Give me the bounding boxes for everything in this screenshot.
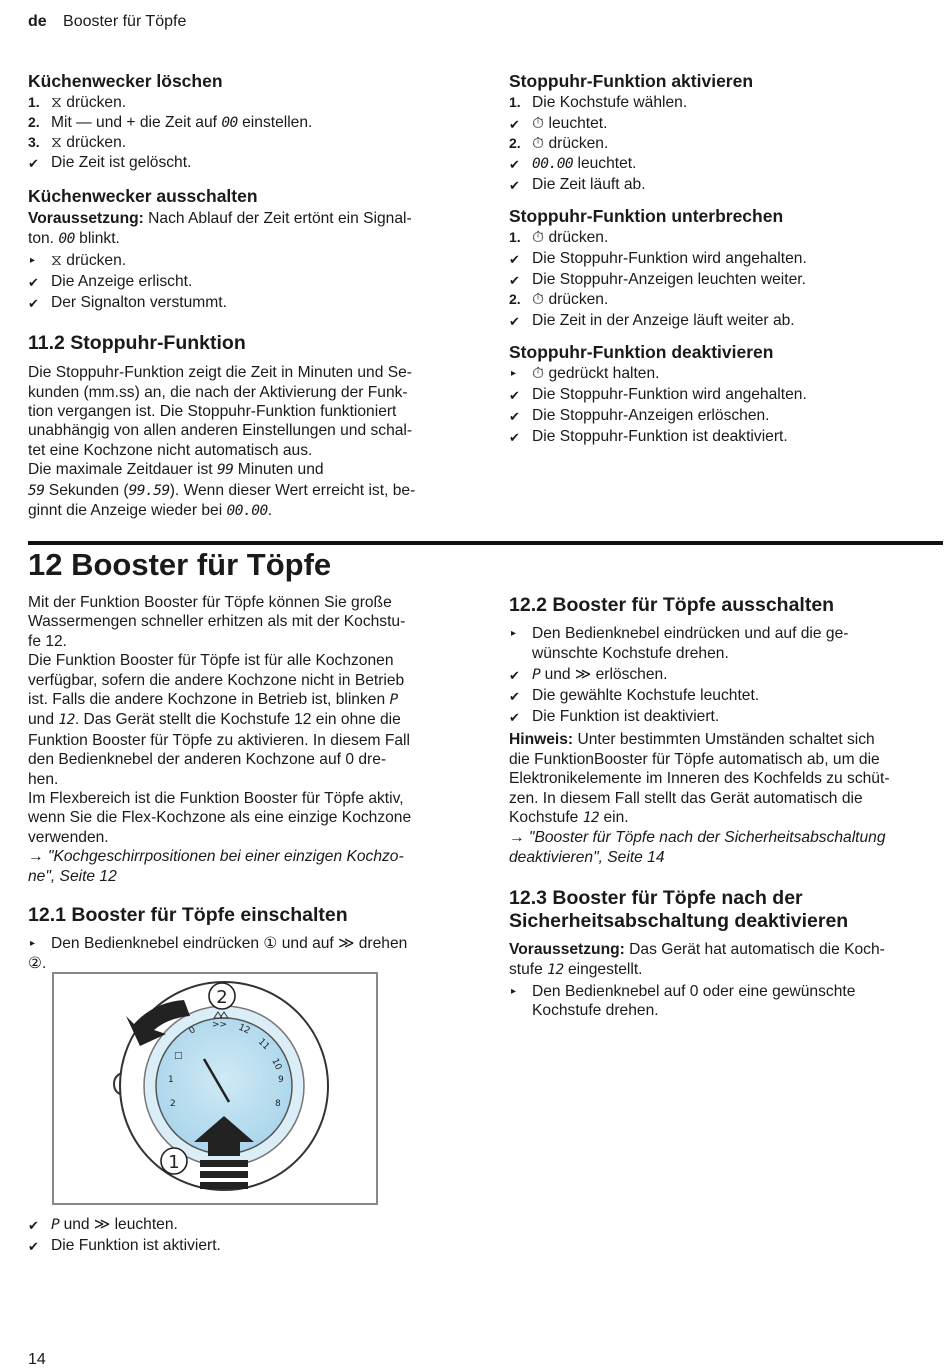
check-icon: ✔ xyxy=(28,1239,39,1255)
list-item: 2. Mit — und + die Zeit auf 00 einstellen. xyxy=(28,114,313,131)
action-arrow-icon: ▸ xyxy=(30,938,36,950)
svg-text:□: □ xyxy=(174,1051,183,1061)
check-icon: ✔ xyxy=(28,296,39,312)
list-item: 1. ⧖ drücken. xyxy=(28,94,127,111)
booster-icon: ≫ xyxy=(338,935,355,953)
language-code: de xyxy=(28,13,47,30)
booster-intro-paragraph: Mit der Funktion Booster für Töpfe können Sie große Wassermengen schneller erhitzen als mit der Kochstu- fe 12. Die Funktion Booster für Töpfe ist für alle Kochzonen verfügbar, sofern die andere Kochzone nicht in Betrieb ist. Falls die andere Kochzone in Betrieb ist, blinken P und 12. Das Gerät stellt die Kochstufe 12 ein ohne die Funktion Booster für Töpfe zu aktivieren. In diesem Fall den Bedienknebel der anderen Kochzone auf 0 dre- hen. Im Flexbereich ist die Funktion Booster für Töpfe aktiv, wenn Sie die Flex-Kochzone als eine einzige Kochzone verwenden. → "Kochgeschirrpositionen bei einer einzigen Kochzo- ne", Seite 12 xyxy=(28,593,460,886)
left-bottom-column xyxy=(28,593,460,973)
check-icon: ✔ xyxy=(28,275,39,291)
stopwatch-icon: ⏱ xyxy=(532,115,545,132)
check-icon: ✔ xyxy=(509,388,520,404)
list-item: 1. Die Kochstufe wählen. xyxy=(509,94,688,111)
list-item: ✔ Die Funktion ist deaktiviert. xyxy=(509,707,941,727)
check-icon: ✔ xyxy=(509,409,520,425)
section-title-stopwatch-deactivate: Stoppuhr-Funktion deaktivieren xyxy=(509,342,774,363)
list-item: ✔ Die Stoppuhr-Anzeigen leuchten weiter. xyxy=(509,270,941,290)
check-icon: ✔ xyxy=(509,689,520,705)
check-icon: ✔ xyxy=(509,668,520,683)
svg-text:2: 2 xyxy=(216,987,228,1008)
list-item: ✔ Die Zeit in der Anzeige läuft weiter ab. xyxy=(509,311,941,331)
list-item: ✔ Die Stoppuhr-Funktion wird angehalten. xyxy=(509,385,941,405)
list-item: ✔ Der Signalton verstummt. xyxy=(28,293,460,313)
chapter-title: 12 Booster für Töpfe xyxy=(28,547,332,582)
right-bottom-column xyxy=(509,594,941,1021)
section-title-stopwatch: 11.2 Stoppuhr-Funktion xyxy=(28,332,246,355)
list-item: ▸ ⧖ drücken. xyxy=(30,252,127,270)
list-item: ✔ Die Zeit ist gelöscht. xyxy=(28,153,460,173)
list-item: 2. ⏱ drücken. xyxy=(509,135,609,152)
check-icon: ✔ xyxy=(509,430,520,446)
action-arrow-icon: ▸ xyxy=(511,986,517,998)
hourglass-icon: ⧖ xyxy=(51,94,62,111)
hourglass-icon: ⧖ xyxy=(51,134,62,152)
list-item: 2. ⏱ drücken. xyxy=(509,291,609,309)
requirement-paragraph: Voraussetzung: Nach Ablauf der Zeit ertönt ein Signal- ton. 00 blinkt. xyxy=(28,210,412,247)
list-item: ▸ Den Bedienknebel eindrücken und auf die ge- xyxy=(511,625,849,642)
knob-diagram xyxy=(54,974,376,1203)
list-item: ✔ 00.00 leuchtet. xyxy=(509,154,941,174)
cross-reference-link[interactable]: deaktivieren", Seite 14 xyxy=(509,848,665,866)
action-arrow-icon: ▸ xyxy=(511,628,517,639)
svg-text:1: 1 xyxy=(168,1152,180,1173)
action-arrow-icon: ▸ xyxy=(30,255,36,267)
section-title-timer-delete: Küchenwecker löschen xyxy=(28,71,223,91)
page-number: 14 xyxy=(28,1351,46,1368)
hourglass-icon: ⧖ xyxy=(51,252,62,270)
section-title-booster-on: 12.1 Booster für Töpfe einschalten xyxy=(28,904,348,927)
cross-reference-link[interactable]: → "Booster für Töpfe nach der Sicherheitsabschaltung xyxy=(509,829,886,847)
left-top-column xyxy=(28,70,460,521)
knob-illustration xyxy=(52,972,378,1205)
svg-text:>>: >> xyxy=(212,1020,228,1030)
list-item: ✔ Die Stoppuhr-Funktion wird angehalten. xyxy=(509,249,941,269)
svg-text:10: 10 xyxy=(269,1057,284,1072)
stopwatch-icon: ⏱ xyxy=(532,365,545,383)
svg-text:12: 12 xyxy=(236,1022,252,1037)
cross-reference-link[interactable]: ne", Seite 12 xyxy=(28,867,117,885)
svg-text:0: 0 xyxy=(187,1025,198,1037)
check-icon: ✔ xyxy=(509,710,520,726)
display-segment: 00 xyxy=(221,115,238,131)
section-title-booster-off: 12.2 Booster für Töpfe ausschalten xyxy=(509,594,835,616)
list-item: ✔ Die Funktion ist aktiviert. xyxy=(28,1236,460,1256)
stopwatch-paragraph: Die Stoppuhr-Funktion zeigt die Zeit in Minuten und Se- kunden (mm.ss) an, die nach der Aktivierung der Funk- tion vergangen ist. Die Stoppuhr-Funktion funktioniert unabhängig von allen anderen Einstellungen und schal- tet eine Kochzone nicht automatisch aus. Die maximale Zeitdauer ist 99 Minuten und 59 Sekunden (99.59). Wenn dieser Wert erreicht ist, be- ginnt die Anzeige wieder bei 00.00. xyxy=(28,364,416,520)
section-title-stopwatch-pause: Stoppuhr-Funktion unterbrechen xyxy=(509,206,784,227)
note-paragraph: Hinweis: Unter bestimmten Umständen schaltet sich die FunktionBooster für Töpfe automatisch ab, um die Elektronikelemente im Inneren des Kochfelds zu schüt- zen. In diesem Fall stellt das Gerät automatisch die Kochstufe 12 ein. → "Booster für Töpfe nach der Sicherheitsabschaltung deaktivieren", Seite 14 xyxy=(509,730,941,867)
list-item: ✔ Die Zeit läuft ab. xyxy=(509,175,941,195)
action-arrow-icon: ▸ xyxy=(511,368,517,380)
list-item: wünschte Kochstufe drehen. xyxy=(532,645,729,662)
svg-text:2: 2 xyxy=(170,1099,176,1109)
check-icon: ✔ xyxy=(509,273,520,289)
page-header xyxy=(28,12,186,31)
list-item: 1. ⏱ drücken. xyxy=(509,229,609,247)
list-item: ✔ Die Stoppuhr-Anzeigen erlöschen. xyxy=(509,406,941,426)
stopwatch-icon: ⏱ xyxy=(532,135,545,152)
check-icon: ✔ xyxy=(509,178,520,194)
list-item: ✔ Die Anzeige erlischt. xyxy=(28,272,460,292)
list-item: ✔ ⏱ leuchtet. xyxy=(509,114,941,134)
right-top-column xyxy=(509,70,941,447)
chapter-divider xyxy=(28,541,943,545)
list-item: ✔ Die Stoppuhr-Funktion ist deaktiviert. xyxy=(509,427,941,447)
section-title-stopwatch-activate: Stoppuhr-Funktion aktivieren xyxy=(509,71,754,91)
list-item: ▸ ⏱ gedrückt halten. xyxy=(511,365,660,383)
list-item: ▸ Den Bedienknebel eindrücken ① und auf ≫ drehen ②. xyxy=(28,935,408,972)
list-item: ✔ P und ≫ leuchten. xyxy=(28,1215,460,1235)
check-icon: ✔ xyxy=(28,1218,39,1233)
svg-text:1: 1 xyxy=(168,1075,174,1085)
check-icon: ✔ xyxy=(509,157,520,172)
stopwatch-icon: ⏱ xyxy=(532,291,545,309)
svg-text:11: 11 xyxy=(255,1037,272,1053)
check-icon: ✔ xyxy=(509,117,520,132)
svg-text:8: 8 xyxy=(275,1099,281,1109)
stopwatch-icon: ⏱ xyxy=(532,229,545,247)
section-title-booster-after-safety: 12.3 Booster für Töpfe nach der Sicherheitsabschaltung deaktivieren xyxy=(509,887,849,933)
cross-reference-link[interactable]: → "Kochgeschirrpositionen bei einer einzigen Kochzo- xyxy=(28,848,404,866)
svg-text:9: 9 xyxy=(278,1075,284,1085)
list-item: ✔ Die gewählte Kochstufe leuchtet. xyxy=(509,686,941,706)
list-item: 3. ⧖ drücken. xyxy=(28,134,127,152)
header-title: Booster für Töpfe xyxy=(63,13,187,30)
list-item: ✔ P und ≫ erlöschen. xyxy=(509,665,941,685)
check-icon: ✔ xyxy=(509,252,520,268)
section-title-timer-off: Küchenwecker ausschalten xyxy=(28,186,258,207)
check-icon: ✔ xyxy=(28,156,39,172)
list-item: ▸ Den Bedienknebel auf 0 oder eine gewünschte Kochstufe drehen. xyxy=(511,983,856,1020)
check-icon: ✔ xyxy=(509,314,520,330)
requirement-paragraph: Voraussetzung: Das Gerät hat automatisch die Koch- stufe 12 eingestellt. xyxy=(509,941,885,978)
booster-on-results xyxy=(28,1215,460,1256)
